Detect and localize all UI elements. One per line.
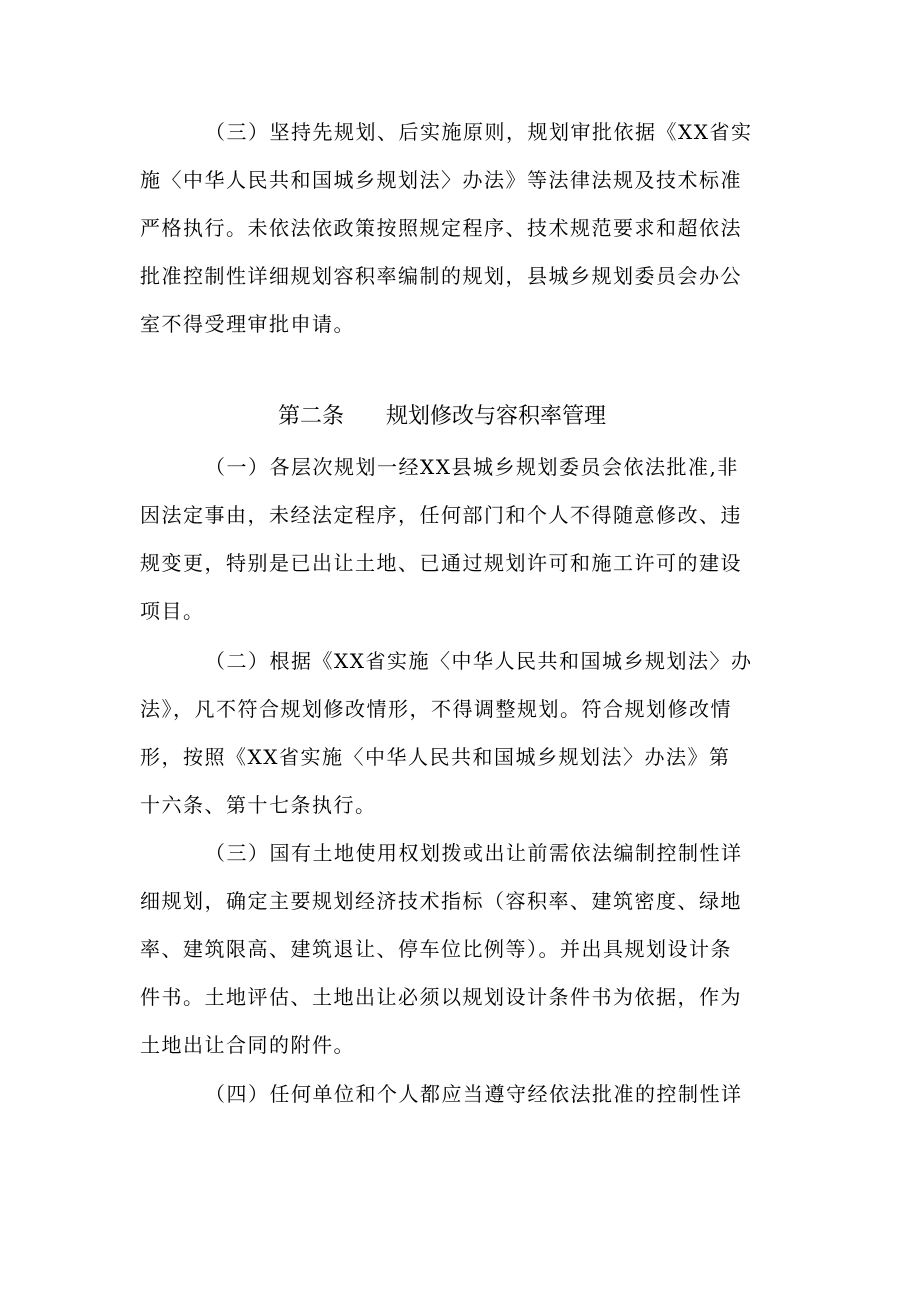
paragraph-line: 因法定事由，未经法定程序，任何部门和个人不得随意修改、违 [140, 503, 742, 527]
paragraph-line: 规变更，特别是已出让土地、已通过规划许可和施工许可的建设 [140, 551, 742, 575]
paragraph-line: 率、建筑限高、建筑退让、停车位比例等）。并出具规划设计条 [140, 937, 732, 961]
paragraph-line: （三）国有土地使用权划拨或出让前需依法编制控制性详 [205, 841, 743, 865]
paragraph-line: 细规划，确定主要规划经济技术指标（容积率、建筑密度、绿地 [140, 889, 742, 913]
article-number: 第二条 [278, 404, 345, 429]
paragraph-line: 形，按照《XX省实施〈中华人民共和国城乡规划法〉办法》第 [140, 745, 731, 769]
paragraph-line: 法》，凡不符合规划修改情形，不得调整规划。符合规划修改情 [140, 697, 732, 721]
paragraph-line: 严格执行。未依法依政策按照规定程序、技术规范要求和超依法 [140, 216, 742, 240]
paragraph-line: 室不得受理审批申请。 [140, 312, 355, 336]
paragraph-line: （一）各层次规划一经XX县城乡规划委员会依法批准,非 [205, 455, 739, 479]
article-title: 规划修改与容积率管理 [386, 404, 607, 429]
article-heading [278, 402, 606, 432]
paragraph-line: 批准控制性详细规划容积率编制的规划，县城乡规划委员会办公 [140, 264, 742, 288]
paragraph-line: （四）任何单位和个人都应当遵守经依法批准的控制性详 [205, 1082, 743, 1106]
paragraph-line: （二）根据《XX省实施〈中华人民共和国城乡规划法〉办 [205, 649, 753, 673]
paragraph-line: 十六条、第十七条执行。 [140, 793, 377, 817]
paragraph-line: 件书。土地评估、土地出让必须以规划设计条件书为依据，作为 [140, 985, 742, 1009]
paragraph-line: 项目。 [140, 599, 205, 623]
paragraph-line: 土地出让合同的附件。 [140, 1033, 355, 1057]
paragraph-line: 施〈中华人民共和国城乡规划法〉办法》等法律法规及技术标准 [140, 168, 742, 192]
paragraph-line: （三）坚持先规划、后实施原则，规划审批依据《XX省实 [205, 120, 753, 144]
